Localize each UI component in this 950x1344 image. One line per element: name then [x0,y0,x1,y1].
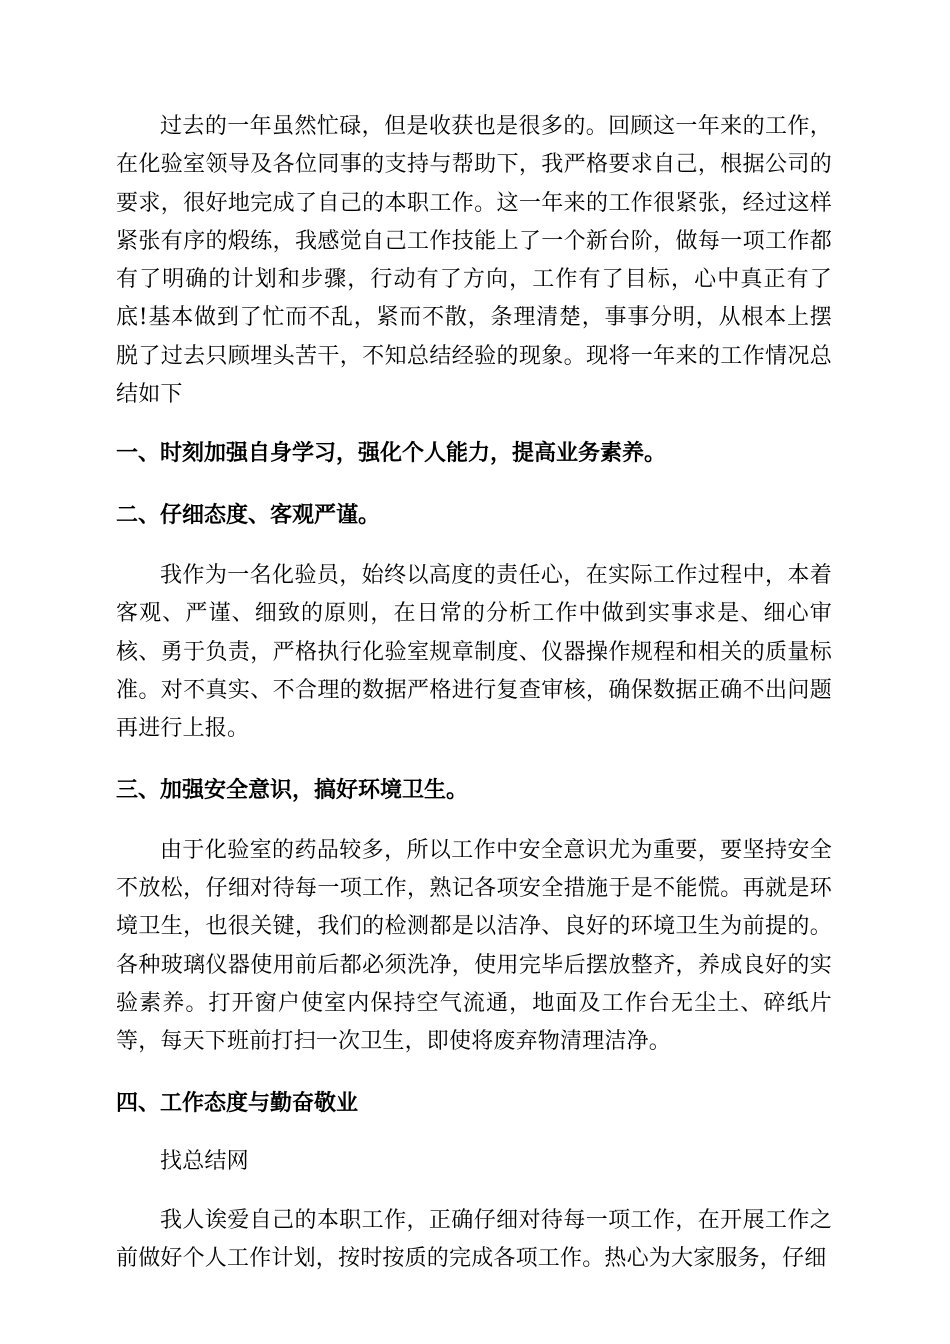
document-page [116,108,832,1279]
section-heading-3: 三、加强安全意识，搞好环境卫生。 [116,777,469,804]
section-3-paragraph: 由于化验室的药品较多，所以工作中安全意识尤为重要，要坚持安全不放松，仔细对待每一项工作，熟记各项安全措施于是不能慌。再就是环境卫生，也很关键，我们的检测都是以洁净、良好的环境卫生为前提的。各种玻璃仪器使用前后都必须洗净，使用完毕后摆放整齐，养成良好的实验素养。打开窗户使室内保持空气流通，地面及工作台无尘土、碎纸片等，每天下班前打扫一次卫生，即使将废弃物清理洁净。 [116,837,832,1055]
section-heading-2: 二、仔细态度、客观严谨。 [116,501,381,528]
site-reference-line: 找总结网 [160,1148,249,1174]
section-heading-4: 四、工作态度与勤奋敬业 [116,1089,359,1116]
section-2-paragraph: 我作为一名化验员，始终以高度的责任心，在实际工作过程中，本着客观、严谨、细致的原则，在日常的分析工作中做到实事求是、细心审核、勇于负责，严格执行化验室规章制度、仪器操作规程和相关的质量标准。对不真实、不合理的数据严格进行复查审核，确保数据正确不出问题再进行上报。 [116,562,832,742]
section-4-paragraph: 我人诶爱自己的本职工作，正确仔细对待每一项工作，在开展工作之前做好个人工作计划，按时按质的完成各项工作。热心为大家服务，仔细 [116,1208,832,1272]
intro-paragraph: 过去的一年虽然忙碌，但是收获也是很多的。回顾这一年来的工作，在化验室领导及各位同事的支持与帮助下，我严格要求自己，根据公司的要求，很好地完成了自己的本职工作。这一年来的工作很紧张，经过这样紧张有序的煅练，我感觉自己工作技能上了一个新台阶，做每一项工作都有了明确的计划和步骤，行动有了方向，工作有了目标，心中真正有了底!基本做到了忙而不乱，紧而不散，条理清楚，事事分明，从根本上摆脱了过去只顾埋头苦干，不知总结经验的现象。现将一年来的工作情况总结如下 [116,114,832,408]
section-heading-1: 一、时刻加强自身学习，强化个人能力，提高业务素养。 [116,440,667,467]
